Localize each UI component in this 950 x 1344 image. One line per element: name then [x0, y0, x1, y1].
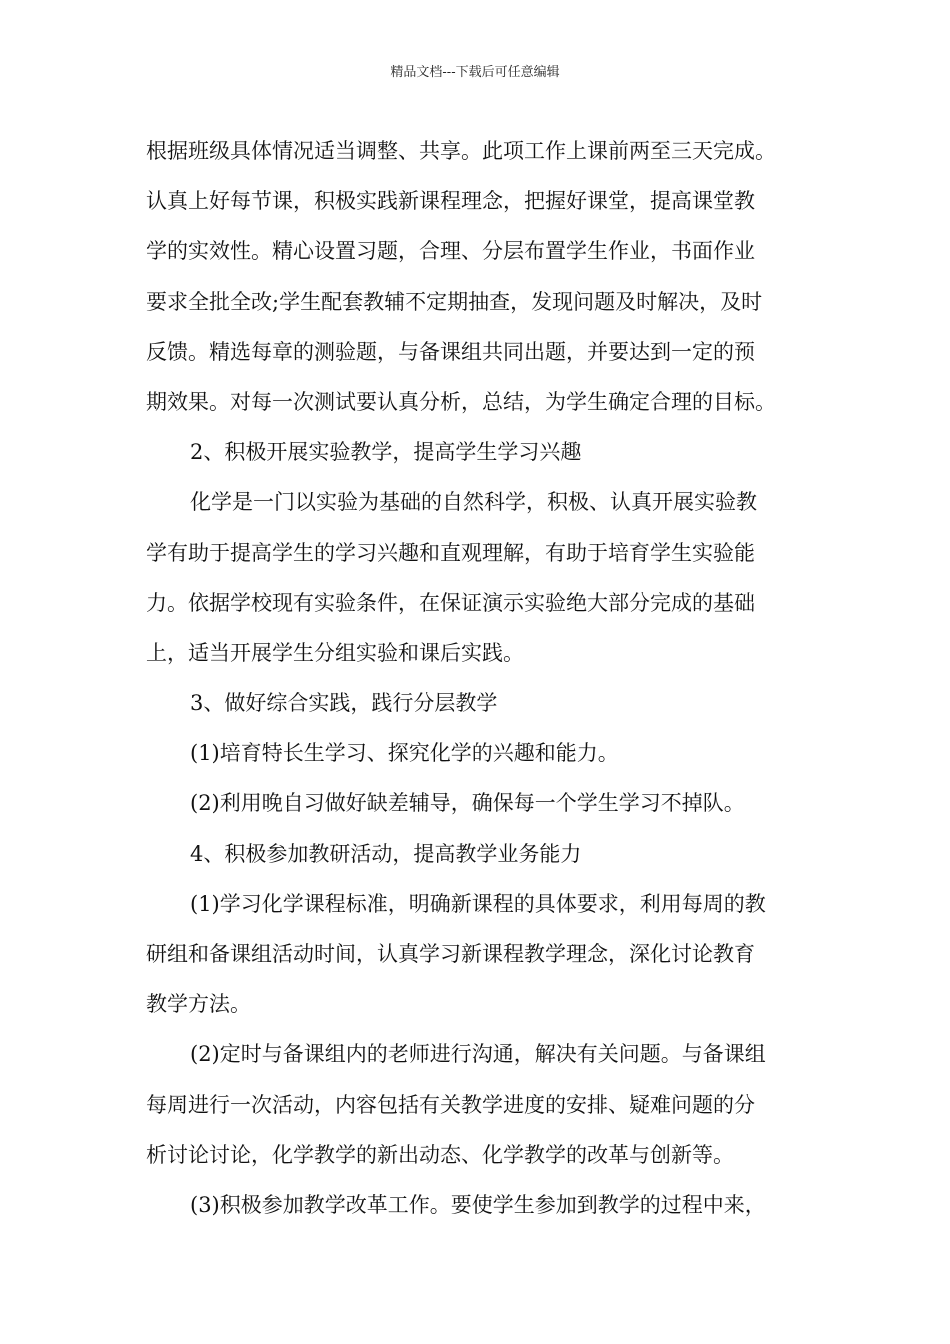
text-line: 学有助于提高学生的学习兴趣和直观理解，有助于培育学生实验能: [146, 540, 755, 565]
text-line: 根据班级具体情况适当调整、共享。此项工作上课前两至三天完成。: [146, 139, 776, 163]
text-line: 力。依据学校现有实验条件，在保证演示实验绝大部分完成的基础: [146, 590, 755, 615]
text-line: 要求全批全改;学生配套教辅不定期抽查，发现问题及时解决，及时: [146, 289, 763, 314]
text-line: 教学方法。: [146, 992, 251, 1017]
document-body: [146, 126, 814, 1230]
text-line: 析讨论讨论，化学教学的新出动态、化学教学的改革与创新等。: [146, 1142, 734, 1167]
text-line: 化学是一门以实验为基础的自然科学，积极、认真开展实验教: [190, 490, 757, 515]
text-line: (1)培育特长生学习、探究化学的兴趣和能力。: [190, 741, 619, 766]
text-line: 2、积极开展实验教学，提高学生学习兴趣: [190, 440, 582, 465]
page-header: 精品文档---下载后可任意编辑: [390, 65, 560, 80]
text-line: (2)定时与备课组内的老师进行沟通，解决有关问题。与备课组: [190, 1042, 766, 1067]
text-line: (3)积极参加教学改革工作。要使学生参加到教学的过程中来，: [190, 1192, 766, 1217]
text-line: (2)利用晚自习做好缺差辅导，确保每一个学生学习不掉队。: [190, 791, 745, 816]
text-line: 每周进行一次活动，内容包括有关教学进度的安排、疑难问题的分: [146, 1092, 755, 1117]
text-line: 研组和备课组活动时间，认真学习新课程教学理念，深化讨论教育: [146, 942, 755, 966]
text-line: 反馈。精选每章的测验题，与备课组共同出题，并要达到一定的预: [146, 339, 755, 364]
text-line: 认真上好每节课，积极实践新课程理念，把握好课堂，提高课堂教: [146, 189, 755, 214]
text-line: 学的实效性。精心设置习题，合理、分层布置学生作业，书面作业: [146, 239, 755, 264]
text-line: 上，适当开展学生分组实验和课后实践。: [146, 640, 524, 665]
text-line: (1)学习化学课程标准，明确新课程的具体要求，利用每周的教: [190, 891, 766, 916]
text-line: 4、积极参加教研活动，提高教学业务能力: [190, 841, 582, 866]
text-line: 3、做好综合实践，践行分层教学: [190, 691, 498, 716]
text-line: 期效果。对每一次测试要认真分析，总结，为学生确定合理的目标。: [146, 389, 776, 414]
